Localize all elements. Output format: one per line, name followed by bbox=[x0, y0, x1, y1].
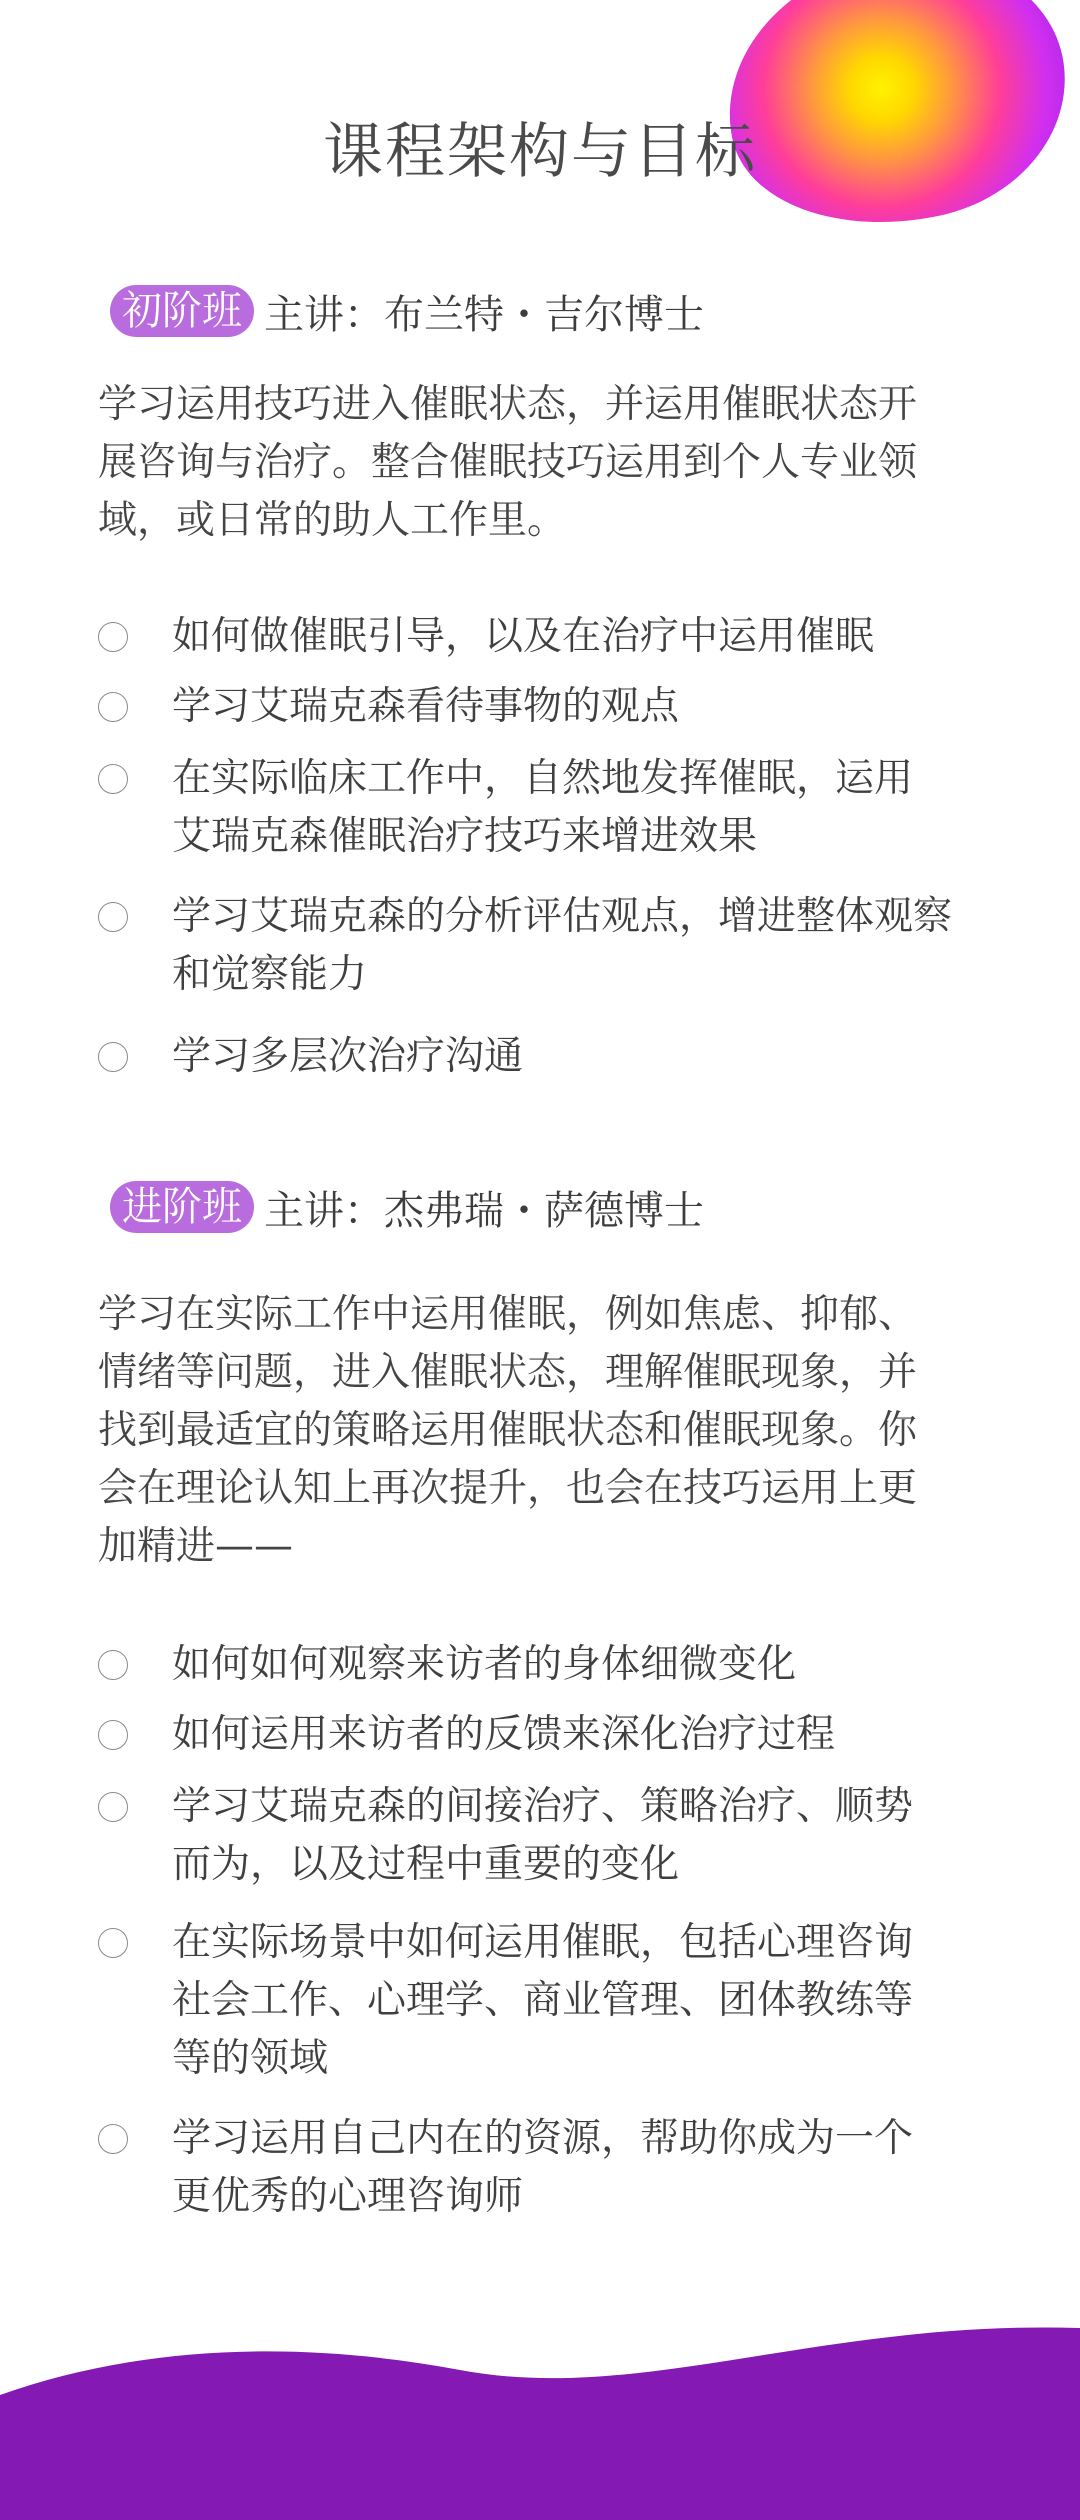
objective-text: 学习艾瑞克森看待事物的观点 bbox=[172, 684, 680, 729]
objective-text: 如何做催眠引导，以及在治疗中运用催眠 bbox=[172, 614, 875, 659]
section-header-beginner bbox=[110, 284, 704, 338]
circle-bullet-icon bbox=[98, 2124, 128, 2154]
circle-bullet-icon bbox=[98, 764, 128, 794]
objective-text: 社会工作、心理学、商业管理、团体教练等 bbox=[172, 1978, 914, 2023]
objective-text: 学习多层次治疗沟通 bbox=[172, 1034, 524, 1079]
objective-text: 等的领域 bbox=[172, 2036, 329, 2081]
footer-wave bbox=[0, 2300, 1080, 2520]
objective-text: 学习运用自己内在的资源，帮助你成为一个 bbox=[172, 2116, 914, 2161]
intro-line: 展咨询与治疗。整合催眠技巧运用到个人专业领 bbox=[98, 440, 918, 485]
intro-line: 学习在实际工作中运用催眠，例如焦虑、抑郁、 bbox=[98, 1292, 918, 1337]
intro-line: 学习运用技巧进入催眠状态，并运用催眠状态开 bbox=[98, 382, 918, 427]
circle-bullet-icon bbox=[98, 1792, 128, 1822]
course-level-badge: 初阶班 bbox=[110, 285, 254, 337]
course-intro bbox=[98, 1286, 998, 1576]
course-level-badge: 进阶班 bbox=[110, 1181, 254, 1233]
intro-line: 找到最适宜的策略运用催眠状态和催眠现象。你 bbox=[98, 1408, 918, 1453]
section-header-advanced bbox=[110, 1180, 704, 1234]
circle-bullet-icon bbox=[98, 1720, 128, 1750]
objective-text: 学习艾瑞克森的间接治疗、策略治疗、顺势 bbox=[172, 1784, 914, 1829]
objective-text: 艾瑞克森催眠治疗技巧来增进效果 bbox=[172, 814, 758, 859]
circle-bullet-icon bbox=[98, 692, 128, 722]
objective-text: 在实际场景中如何运用催眠，包括心理咨询 bbox=[172, 1920, 914, 1965]
circle-bullet-icon bbox=[98, 1928, 128, 1958]
objective-text: 如何运用来访者的反馈来深化治疗过程 bbox=[172, 1712, 836, 1757]
circle-bullet-icon bbox=[98, 622, 128, 652]
circle-bullet-icon bbox=[98, 1650, 128, 1680]
page-title: 课程架构与目标 bbox=[323, 117, 757, 187]
intro-line: 域，或日常的助人工作里。 bbox=[98, 498, 567, 543]
objective-text: 而为，以及过程中重要的变化 bbox=[172, 1842, 680, 1887]
circle-bullet-icon bbox=[98, 1042, 128, 1072]
objective-text: 更优秀的心理咨询师 bbox=[172, 2174, 524, 2219]
objective-text: 学习艾瑞克森的分析评估观点，增进整体观察 bbox=[172, 894, 953, 939]
lecturer-name: 主讲：布兰特・吉尔博士 bbox=[264, 291, 704, 338]
intro-line: 加精进—— bbox=[98, 1524, 294, 1569]
circle-bullet-icon bbox=[98, 902, 128, 932]
objective-text: 在实际临床工作中，自然地发挥催眠，运用 bbox=[172, 756, 914, 801]
lecturer-name: 主讲：杰弗瑞・萨德博士 bbox=[264, 1187, 704, 1234]
intro-line: 情绪等问题，进入催眠状态，理解催眠现象，并 bbox=[98, 1350, 918, 1395]
objective-text: 如何如何观察来访者的身体细微变化 bbox=[172, 1642, 797, 1687]
objective-text: 和觉察能力 bbox=[172, 952, 368, 997]
course-intro bbox=[98, 376, 998, 550]
intro-line: 会在理论认知上再次提升，也会在技巧运用上更 bbox=[98, 1466, 918, 1511]
